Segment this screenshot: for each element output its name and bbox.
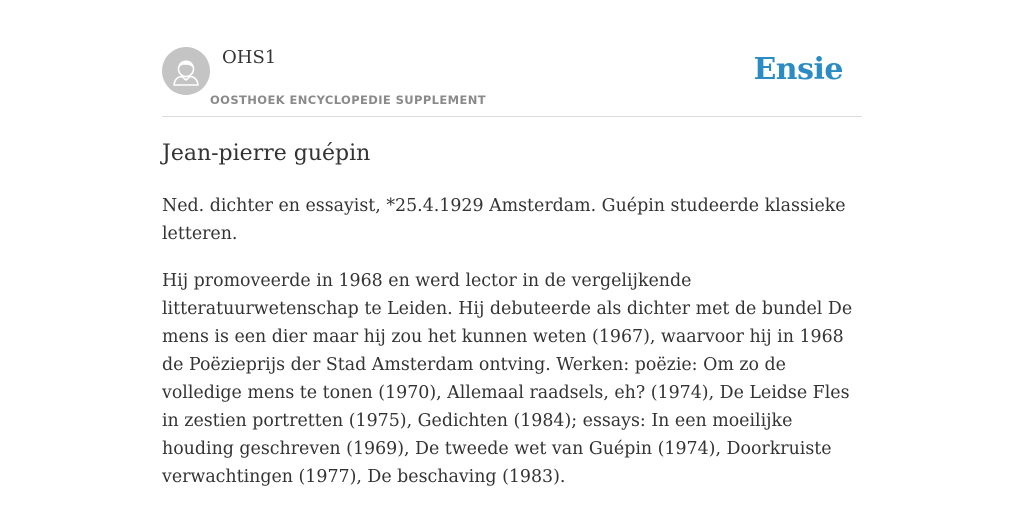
source-header [162,46,862,117]
user-icon [162,47,210,95]
article-body [162,192,862,510]
source-name[interactable]: OHS1 [222,47,277,68]
brand-logo[interactable]: Ensie [753,52,843,87]
page-title: Jean-pierre guépin [162,141,371,166]
paragraph: Ned. dichter en essayist, *25.4.1929 Amsterdam. Guépin studeerde klassieke letteren. [162,196,846,244]
source-subtitle[interactable]: OOSTHOEK ENCYCLOPEDIE SUPPLEMENT [210,93,487,107]
avatar [162,47,210,95]
paragraph: Hij promoveerde in 1968 en werd lector in de vergelijkende litteratuurwetenschap te Leiden. Hij debuteerde als dichter met de bundel De mens is een dier maar hij zou het kunnen weten (1967), waarvoor hij in 1968 de Poëzieprijs der Stad Amsterdam ontving. Werken: poëzie: Om zo de volledige mens te tonen (1970), Allemaal raadsels, eh? (1974), De Leidse Fles in zestien portretten (1975), Gedichten (1984); essays: In een moeilijke houding geschreven (1969), De tweede wet van Guépin (1974), Doorkruiste verwachtingen (1977), De beschaving (1983). [162,271,853,487]
